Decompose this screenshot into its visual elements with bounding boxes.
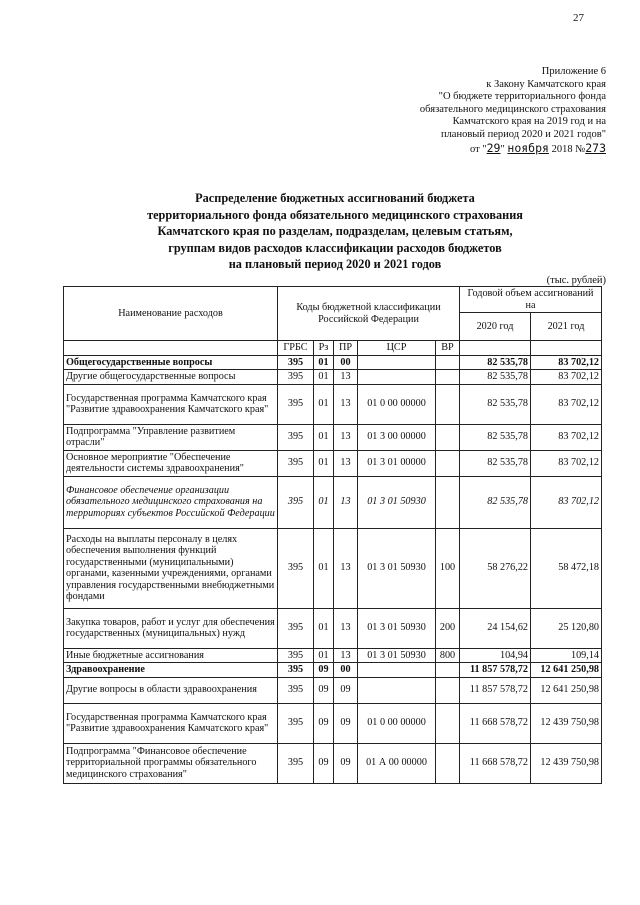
row-amount-2020: 82 535,78 <box>460 450 531 476</box>
row-pr: 13 <box>334 528 358 608</box>
row-amount-2020: 104,94 <box>460 648 531 663</box>
law-number: 273 <box>585 140 606 155</box>
row-rz: 01 <box>314 528 334 608</box>
row-grbs: 395 <box>278 703 314 743</box>
date-prefix: от " <box>469 143 487 155</box>
row-amount-2021: 12 439 750,98 <box>531 743 602 783</box>
header-volume: Годовой объем ассигнований на <box>460 287 602 313</box>
row-name: Здравоохранение <box>64 663 278 678</box>
date-mid: " <box>500 143 505 155</box>
appendix-line: к Закону Камчатского края <box>486 78 606 90</box>
date-day: 29 <box>486 140 501 155</box>
row-rz: 01 <box>314 424 334 450</box>
row-vr <box>436 355 460 370</box>
header-blank <box>64 341 278 356</box>
row-name: Государственная программа Камчатского края "Развитие здравоохранения Камчатского края" <box>64 703 278 743</box>
row-amount-2020: 11 857 578,72 <box>460 677 531 703</box>
row-amount-2021: 25 120,80 <box>531 608 602 648</box>
header-year-2021: 2021 год <box>531 313 602 341</box>
row-amount-2021: 12 439 750,98 <box>531 703 602 743</box>
appendix-header <box>420 66 606 156</box>
title-line: на плановый период 2020 и 2021 годов <box>228 257 442 271</box>
appendix-line: плановый период 2020 и 2021 годов" <box>440 128 606 140</box>
row-amount-2020: 11 668 578,72 <box>460 703 531 743</box>
row-amount-2020: 11 668 578,72 <box>460 743 531 783</box>
row-amount-2020: 58 276,22 <box>460 528 531 608</box>
appendix-line: обязательного медицинского страхования <box>419 103 606 115</box>
row-csr <box>358 663 436 678</box>
row-csr <box>358 677 436 703</box>
row-grbs: 395 <box>278 424 314 450</box>
title-line: Распределение бюджетных ассигнований бюджета <box>195 191 475 205</box>
row-vr <box>436 384 460 424</box>
table-body <box>64 355 602 783</box>
header-grbs: ГРБС <box>278 341 314 356</box>
header-blank <box>460 341 531 356</box>
title-line: Камчатского края по разделам, подразделам, целевым статьям, <box>157 224 513 238</box>
table-row <box>64 608 602 648</box>
appendix-line: "О бюджете территориального фонда <box>438 91 606 103</box>
row-rz: 09 <box>314 677 334 703</box>
row-pr: 13 <box>334 424 358 450</box>
row-grbs: 395 <box>278 370 314 385</box>
header-rz: Рз <box>314 341 334 356</box>
row-csr: 01 3 01 50930 <box>358 608 436 648</box>
row-rz: 09 <box>314 703 334 743</box>
header-name: Наименование расходов <box>64 287 278 341</box>
row-name: Другие общегосударственные вопросы <box>64 370 278 385</box>
header-codes: Коды бюджетной классификации Российской Федерации <box>278 287 460 341</box>
table-row <box>64 677 602 703</box>
row-amount-2021: 83 702,12 <box>531 450 602 476</box>
header-year-2020: 2020 год <box>460 313 531 341</box>
row-name: Закупка товаров, работ и услуг для обеспечения государственных (муниципальных) нужд <box>64 608 278 648</box>
row-vr <box>436 476 460 528</box>
budget-table <box>63 286 602 784</box>
row-amount-2020: 82 535,78 <box>460 424 531 450</box>
row-amount-2020: 24 154,62 <box>460 608 531 648</box>
row-amount-2020: 82 535,78 <box>460 355 531 370</box>
row-grbs: 395 <box>278 608 314 648</box>
row-pr: 13 <box>334 370 358 385</box>
row-name: Общегосударственные вопросы <box>64 355 278 370</box>
row-vr: 800 <box>436 648 460 663</box>
row-pr: 09 <box>334 743 358 783</box>
row-grbs: 395 <box>278 476 314 528</box>
row-name: Финансовое обеспечение организации обязательного медицинского страхования на территориях субъектов Российской Федерации <box>64 476 278 528</box>
row-csr: 01 3 01 50930 <box>358 528 436 608</box>
page-number: 27 <box>573 12 584 24</box>
row-vr <box>436 677 460 703</box>
row-amount-2021: 83 702,12 <box>531 355 602 370</box>
row-csr: 01 3 01 50930 <box>358 476 436 528</box>
table-row <box>64 424 602 450</box>
row-name: Государственная программа Камчатского края "Развитие здравоохранения Камчатского края" <box>64 384 278 424</box>
table-row <box>64 743 602 783</box>
number-sign: № <box>575 143 586 155</box>
table-row <box>64 528 602 608</box>
row-amount-2021: 109,14 <box>531 648 602 663</box>
row-amount-2020: 82 535,78 <box>460 476 531 528</box>
row-pr: 13 <box>334 648 358 663</box>
row-rz: 01 <box>314 608 334 648</box>
document-title <box>70 190 600 273</box>
row-csr <box>358 370 436 385</box>
title-line: территориального фонда обязательного медицинского страхования <box>147 207 523 222</box>
row-pr: 13 <box>334 608 358 648</box>
row-rz: 09 <box>314 663 334 678</box>
row-vr: 200 <box>436 608 460 648</box>
table-row <box>64 355 602 370</box>
header-vr: ВР <box>436 341 460 356</box>
row-pr: 09 <box>334 677 358 703</box>
row-vr <box>436 370 460 385</box>
row-amount-2020: 82 535,78 <box>460 384 531 424</box>
table-row <box>64 370 602 385</box>
row-rz: 09 <box>314 743 334 783</box>
appendix-line: Приложение 6 <box>541 66 606 77</box>
row-name: Основное мероприятие "Обеспечение деятельности системы здравоохранения" <box>64 450 278 476</box>
row-pr: 00 <box>334 663 358 678</box>
row-vr: 100 <box>436 528 460 608</box>
date-month: ноября <box>507 140 549 155</box>
row-grbs: 395 <box>278 450 314 476</box>
row-csr <box>358 355 436 370</box>
row-vr <box>436 703 460 743</box>
row-name: Подпрограмма "Финансовое обеспечение территориальной программы обязательного медицинского страхования" <box>64 743 278 783</box>
row-grbs: 395 <box>278 677 314 703</box>
row-amount-2020: 11 857 578,72 <box>460 663 531 678</box>
row-csr: 01 3 00 00000 <box>358 424 436 450</box>
row-csr: 01 3 01 00000 <box>358 450 436 476</box>
row-grbs: 395 <box>278 648 314 663</box>
row-name: Иные бюджетные ассигнования <box>64 648 278 663</box>
header-blank <box>531 341 602 356</box>
header-pr: ПР <box>334 341 358 356</box>
row-pr: 13 <box>334 450 358 476</box>
row-amount-2021: 12 641 250,98 <box>531 677 602 703</box>
row-csr: 01 А 00 00000 <box>358 743 436 783</box>
row-csr: 01 0 00 00000 <box>358 703 436 743</box>
row-pr: 13 <box>334 476 358 528</box>
table-row <box>64 663 602 678</box>
row-amount-2021: 58 472,18 <box>531 528 602 608</box>
row-pr: 00 <box>334 355 358 370</box>
row-csr: 01 0 00 00000 <box>358 384 436 424</box>
row-grbs: 395 <box>278 743 314 783</box>
row-vr <box>436 743 460 783</box>
row-pr: 13 <box>334 384 358 424</box>
row-grbs: 395 <box>278 528 314 608</box>
row-amount-2021: 83 702,12 <box>531 424 602 450</box>
row-rz: 01 <box>314 355 334 370</box>
row-rz: 01 <box>314 476 334 528</box>
row-vr <box>436 450 460 476</box>
row-amount-2021: 12 641 250,98 <box>531 663 602 678</box>
row-grbs: 395 <box>278 663 314 678</box>
row-amount-2021: 83 702,12 <box>531 384 602 424</box>
row-amount-2021: 83 702,12 <box>531 476 602 528</box>
title-line: группам видов расходов классификации расходов бюджетов <box>168 240 502 255</box>
row-grbs: 395 <box>278 355 314 370</box>
row-rz: 01 <box>314 648 334 663</box>
table-row <box>64 450 602 476</box>
row-rz: 01 <box>314 370 334 385</box>
table-row <box>64 476 602 528</box>
row-rz: 01 <box>314 384 334 424</box>
header-csr: ЦСР <box>358 341 436 356</box>
date-year: 2018 <box>551 143 573 155</box>
row-amount-2020: 82 535,78 <box>460 370 531 385</box>
appendix-line: Камчатского края на 2019 год и на <box>452 116 606 128</box>
table-row <box>64 703 602 743</box>
row-pr: 09 <box>334 703 358 743</box>
row-name: Расходы на выплаты персоналу в целях обеспечения выполнения функций государственными (муниципальными) органами, казенными учреждениями, органами управления государственными внебюджетными фондами <box>64 528 278 608</box>
row-csr: 01 3 01 50930 <box>358 648 436 663</box>
row-name: Другие вопросы в области здравоохранения <box>64 677 278 703</box>
row-rz: 01 <box>314 450 334 476</box>
law-date-line <box>420 142 606 157</box>
row-grbs: 395 <box>278 384 314 424</box>
row-vr <box>436 663 460 678</box>
table-row <box>64 384 602 424</box>
units-label: (тыс. рублей) <box>546 275 606 286</box>
row-amount-2021: 83 702,12 <box>531 370 602 385</box>
row-name: Подпрограмма "Управление развитием отрасли" <box>64 424 278 450</box>
row-vr <box>436 424 460 450</box>
table-row <box>64 648 602 663</box>
